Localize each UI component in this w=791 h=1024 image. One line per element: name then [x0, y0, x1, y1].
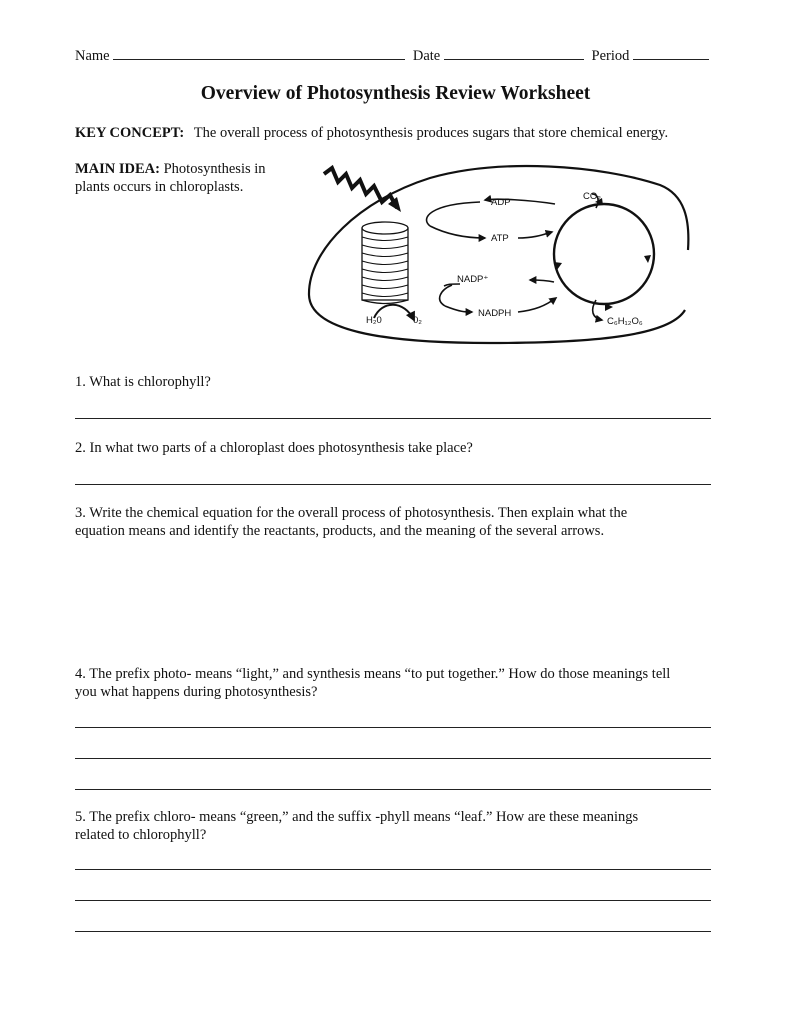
- answer-line-4c[interactable]: [75, 789, 711, 790]
- page-title: Overview of Photosynthesis Review Worksheet: [200, 83, 591, 104]
- main-idea-text-1: Photosynthesis in: [163, 161, 266, 177]
- label-h2o: H₂0: [366, 315, 382, 326]
- question-2: 2. In what two parts of a chloroplast does photosynthesis take place?: [75, 440, 473, 456]
- main-idea-label: MAIN IDEA:: [75, 161, 160, 177]
- header-row: [75, 47, 709, 65]
- main-idea-line-2: plants occurs in chloroplasts.: [75, 179, 244, 195]
- label-atp: ATP: [491, 233, 509, 244]
- chloroplast-diagram: [300, 160, 690, 350]
- period-label: Period: [591, 48, 630, 64]
- question-4-line-1: 4. The prefix photo- means “light,” and synthesis means “to put together.” How do those meanings tell: [75, 666, 671, 682]
- calvin-cycle: [554, 204, 654, 304]
- question-1: 1. What is chlorophyll?: [75, 374, 211, 390]
- question-3-line-1: 3. Write the chemical equation for the overall process of photosynthesis. Then explain what the: [75, 505, 628, 521]
- date-field[interactable]: [444, 47, 584, 60]
- key-concept-label: KEY CONCEPT:: [75, 125, 185, 141]
- period-field[interactable]: [633, 47, 709, 60]
- label-nadp: NADP⁺: [457, 274, 489, 285]
- answer-line-5b[interactable]: [75, 900, 711, 901]
- label-nadph: NADPH: [478, 308, 512, 319]
- answer-line-5a[interactable]: [75, 869, 711, 870]
- answer-line-1a[interactable]: [75, 418, 711, 419]
- answer-line-4a[interactable]: [75, 727, 711, 728]
- date-label: Date: [412, 48, 441, 64]
- label-co2: CO₂: [583, 191, 601, 202]
- name-field[interactable]: [113, 47, 405, 60]
- question-4-line-2: you what happens during photosynthesis?: [75, 684, 318, 700]
- sunlight-icon: [324, 168, 397, 208]
- answer-area-3[interactable]: [75, 545, 711, 650]
- answer-line-2a[interactable]: [75, 484, 711, 485]
- key-concept-text: The overall process of photosynthesis produces sugars that store chemical energy.: [193, 125, 669, 141]
- main-idea: [75, 161, 266, 178]
- question-3-line-2: equation means and identify the reactants, products, and the meaning of the several arrows.: [75, 523, 605, 539]
- label-o2: 0₂: [413, 315, 422, 326]
- question-5-line-2: related to chlorophyll?: [75, 827, 207, 843]
- label-adp: ADP: [491, 197, 511, 208]
- label-glucose: C₆H₁₂O₆: [607, 316, 643, 327]
- name-label: Name: [75, 48, 110, 64]
- answer-line-5c[interactable]: [75, 931, 711, 932]
- question-5-line-1: 5. The prefix chloro- means “green,” and the suffix -phyll means “leaf.” How are these meanings: [75, 809, 639, 825]
- key-concept: [75, 125, 668, 142]
- thylakoid-stack-icon: [362, 222, 408, 304]
- answer-line-4b[interactable]: [75, 758, 711, 759]
